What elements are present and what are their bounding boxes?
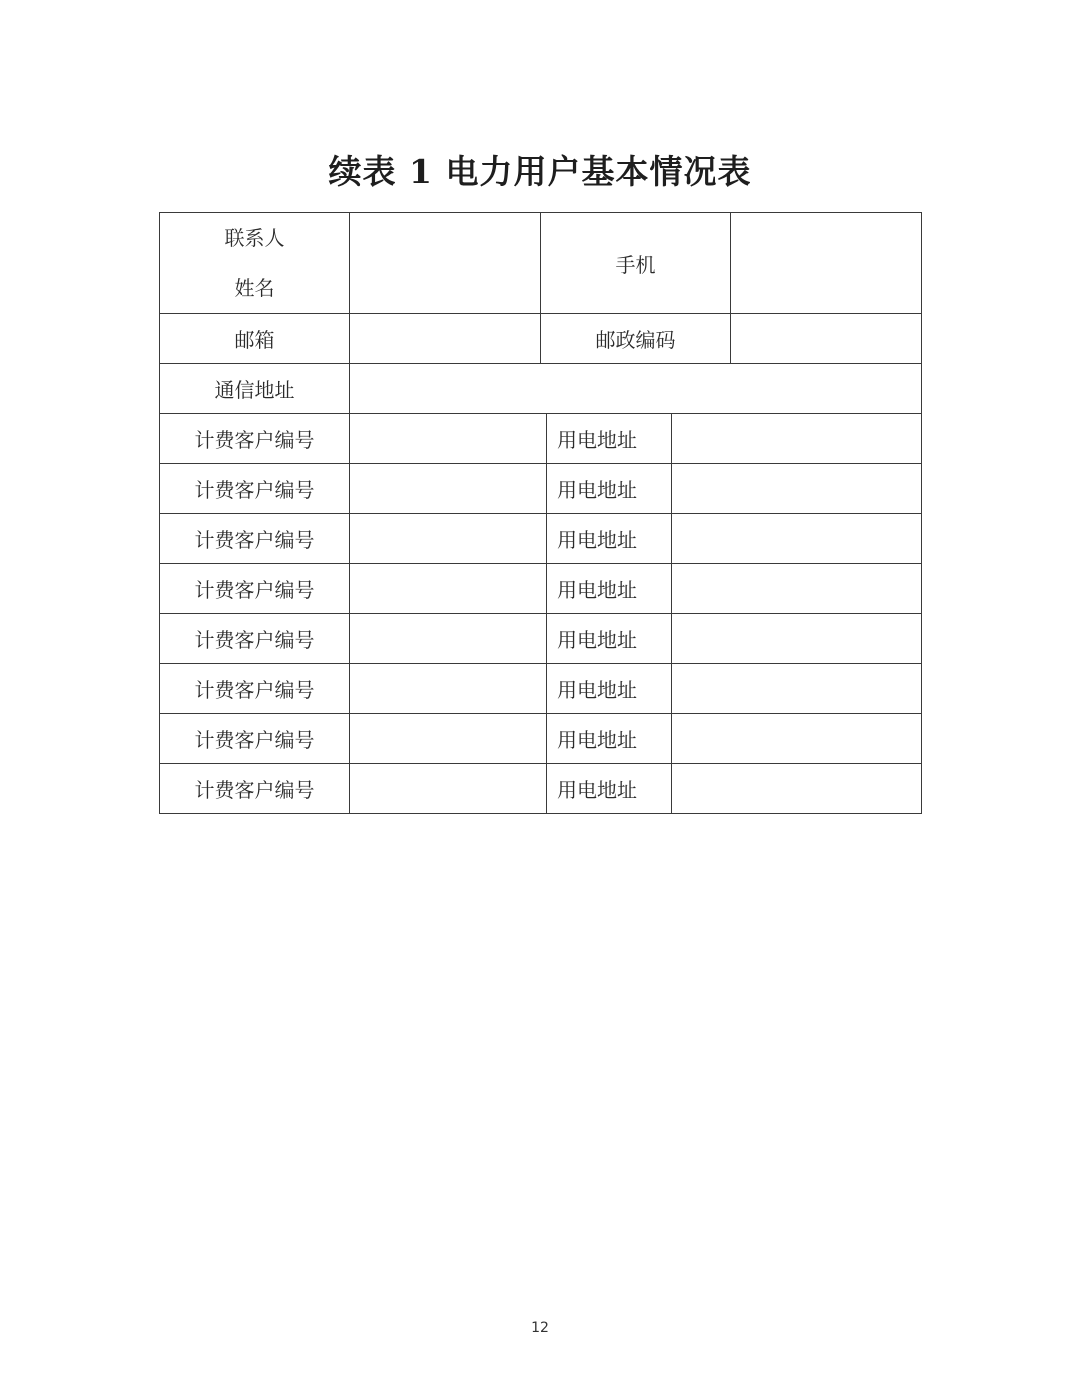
service-address-field[interactable]: [672, 614, 922, 664]
service-address-label: 用电地址: [547, 664, 672, 714]
contact-row: [160, 213, 922, 314]
billing-account-field[interactable]: [350, 664, 547, 714]
mailing-address-field[interactable]: [350, 364, 922, 414]
service-address-field[interactable]: [672, 664, 922, 714]
contact-name-label: [160, 213, 350, 314]
billing-account-label: 计费客户编号: [160, 564, 350, 614]
email-field[interactable]: [350, 314, 541, 364]
service-address-label: 用电地址: [547, 764, 672, 814]
service-address-label: 用电地址: [547, 414, 672, 464]
service-address-field[interactable]: [672, 514, 922, 564]
billing-row: [160, 614, 922, 664]
billing-account-label: 计费客户编号: [160, 514, 350, 564]
billing-account-label: 计费客户编号: [160, 614, 350, 664]
email-row: [160, 314, 922, 364]
billing-account-field[interactable]: [350, 514, 547, 564]
billing-account-field[interactable]: [350, 764, 547, 814]
page-title: 续表 1 电力用户基本情况表: [328, 152, 752, 191]
billing-account-field[interactable]: [350, 414, 547, 464]
service-address-field[interactable]: [672, 464, 922, 514]
service-address-field[interactable]: [672, 564, 922, 614]
billing-account-field[interactable]: [350, 564, 547, 614]
billing-account-label: 计费客户编号: [160, 764, 350, 814]
billing-account-label: 计费客户编号: [160, 664, 350, 714]
billing-row: [160, 664, 922, 714]
page-number: 12: [531, 1320, 549, 1336]
billing-account-label: 计费客户编号: [160, 714, 350, 764]
service-address-label: 用电地址: [547, 464, 672, 514]
billing-row: [160, 714, 922, 764]
mailing-address-label: 通信地址: [160, 364, 350, 414]
service-address-field[interactable]: [672, 764, 922, 814]
phone-label: 手机: [541, 213, 731, 314]
billing-row: [160, 564, 922, 614]
postal-code-label: 邮政编码: [541, 314, 731, 364]
service-address-label: 用电地址: [547, 614, 672, 664]
email-label: 邮箱: [160, 314, 350, 364]
service-address-label: 用电地址: [547, 564, 672, 614]
contact-name-label-line2: 姓名: [234, 276, 275, 300]
billing-row: [160, 514, 922, 564]
billing-row: [160, 764, 922, 814]
billing-row: [160, 464, 922, 514]
billing-account-field[interactable]: [350, 464, 547, 514]
phone-field[interactable]: [731, 213, 922, 314]
service-address-field[interactable]: [672, 414, 922, 464]
billing-account-field[interactable]: [350, 714, 547, 764]
service-address-field[interactable]: [672, 714, 922, 764]
contact-name-label-line1: 联系人: [224, 226, 285, 250]
contact-name-field[interactable]: [350, 213, 541, 314]
billing-account-label: 计费客户编号: [160, 464, 350, 514]
service-address-label: 用电地址: [547, 714, 672, 764]
user-info-table: [159, 212, 922, 814]
billing-account-field[interactable]: [350, 614, 547, 664]
service-address-label: 用电地址: [547, 514, 672, 564]
billing-account-label: 计费客户编号: [160, 414, 350, 464]
postal-code-field[interactable]: [731, 314, 922, 364]
address-row: [160, 364, 922, 414]
billing-row: [160, 414, 922, 464]
